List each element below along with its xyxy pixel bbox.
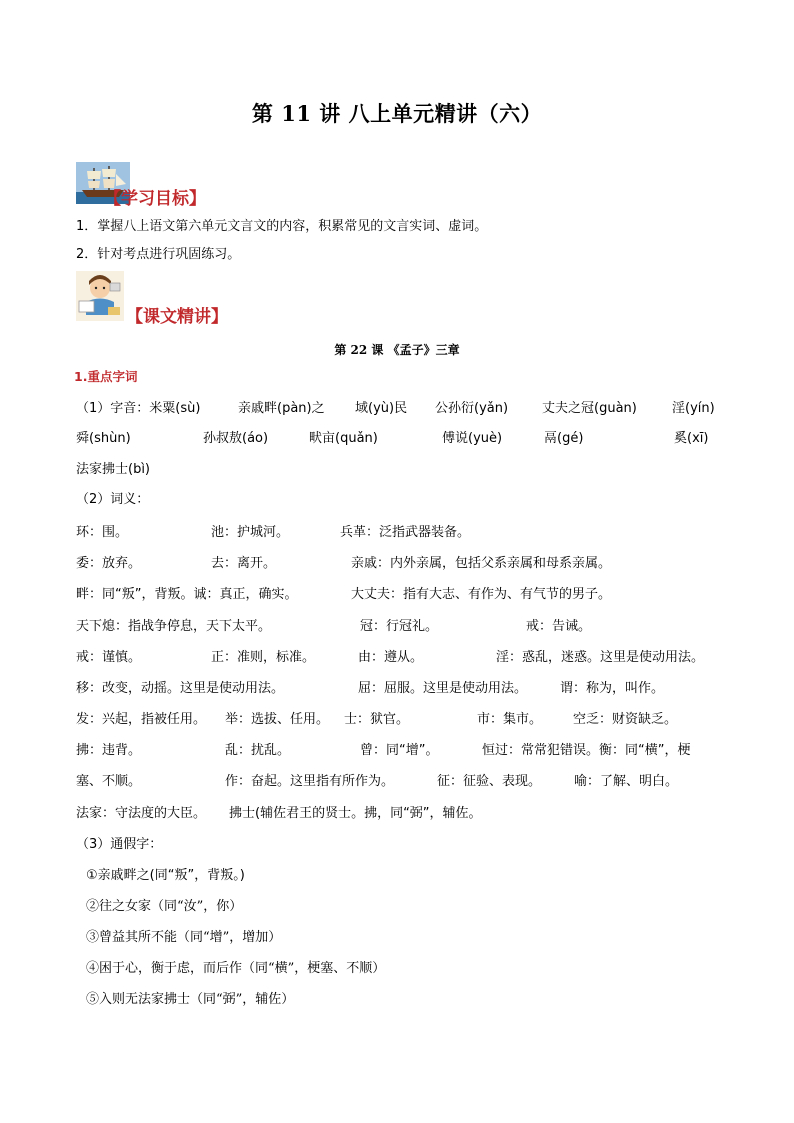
vocab-item: 喻：了解、明白。 [574,774,679,789]
vocab-row [0,680,794,698]
tongjia-row [0,960,794,978]
student-reading-image [76,271,124,321]
goal-item-2: 2．针对考点进行巩固练习。 [76,247,241,262]
goals-heading: 【学习目标】 [104,189,206,209]
lesson-heading: 【课文精讲】 [126,307,228,327]
tongjia-row [0,898,794,916]
lesson-title: 第 22 课 《孟子》三章 [334,343,460,357]
vocab-item: 冠：行冠礼。 [360,619,439,634]
pronunciation-item: 域(yù)民 [355,401,408,416]
vocab-item: 空乏：财资缺乏。 [573,712,678,727]
vocab-item: 法家：守法度的大臣。 [76,806,207,821]
tongjia-heading-row [0,836,794,854]
pronunciation-item: 鬲(gé) [544,431,584,446]
vocab-row [0,555,794,573]
tongjia-row [0,929,794,947]
vocab-item: 畔：同“叛”，背叛。诚：真正，确实。 [76,587,298,602]
vocab-row [0,805,794,823]
vocab-item: 戒：谨慎。 [76,650,142,665]
vocab-item: 拂：违背。 [76,743,142,758]
pronunciation-row [0,400,794,418]
page-title: 第 11 讲 八上单元精讲（六） [251,101,543,126]
vocab-item: 大丈夫：指有大志、有作为、有气节的男子。 [351,587,612,602]
vocab-item: 亲戚：内外亲属，包括父系亲属和母系亲属。 [351,556,612,571]
vocab-item: 乱：扰乱。 [225,743,291,758]
vocab-row [0,618,794,636]
vocab-row [0,742,794,760]
pronunciation-item: （1）字音：米粟(sù) [76,401,201,416]
vocab-row [0,524,794,542]
vocab-item: 举：选拔、任用。 [225,712,330,727]
vocab-item: 委：放弃。 [76,556,142,571]
pronunciation-item: 丈夫之冠(guàn) [542,401,637,416]
tongjia-item: ①亲戚畔之(同“叛”，背叛。) [86,868,245,883]
pronunciation-item: 畎亩(quǎn) [309,431,378,446]
vocab-row [0,586,794,604]
vocab-item: 屈：屈服。这里是使动用法。 [358,681,528,696]
vocab-item: 作：奋起。这里指有所作为。 [225,774,395,789]
pronunciation-row [0,461,794,479]
tongjia-row [0,867,794,885]
vocab-item: 移：改变，动摇。这里是使动用法。 [76,681,285,696]
vocab-item: 戒：告诫。 [526,619,592,634]
tongjia-item: ④困于心，衡于虑，而后作（同“横”，梗塞、不顺） [86,961,386,976]
vocab-item: 淫：惑乱，迷惑。这里是使动用法。 [496,650,705,665]
vocab-item: 征：征验、表现。 [437,774,542,789]
vocab-item: 恒过：常常犯错误。衡：同“横”，梗 [482,743,691,758]
vocab-item: 兵革：泛指武器装备。 [340,525,471,540]
vocab-item: 天下熄：指战争停息，天下太平。 [76,619,272,634]
vocab-item: 士：狱官。 [344,712,410,727]
vocab-item: 正：准则，标准。 [211,650,316,665]
tongjia-item: ⑤入则无法家拂士（同“弼”，辅佐） [86,992,295,1007]
pronunciation-item: 舜(shùn) [76,431,131,446]
pronunciation-item: 公孙衍(yǎn) [435,401,509,416]
vocab-row [0,711,794,729]
vocab-item: 去：离开。 [211,556,277,571]
pronunciation-item: 奚(xī) [674,431,709,446]
key-words-subhead: 1.重点字词 [74,369,138,384]
pronunciation-item: 傅说(yuè) [442,431,503,446]
vocab-item: 谓：称为，叫作。 [560,681,665,696]
vocab-item: 发：兴起，指被任用。 [76,712,207,727]
vocab-heading-row [0,491,794,509]
vocab-row [0,773,794,791]
pronunciation-item: 淫(yín) [672,401,715,416]
pronunciation-item: 孙叔敖(áo) [203,431,269,446]
vocab-item: 由：遵从。 [358,650,424,665]
vocab-item: 池：护城河。 [211,525,290,540]
tongjia-item: ②往之女家（同“汝”，你） [86,899,243,914]
vocab-item: 环：围。 [76,525,129,540]
pronunciation-item: 亲戚畔(pàn)之 [238,401,325,416]
tongjia-row [0,991,794,1009]
vocab-item: 拂士(辅佐君王的贤士。拂，同“弼”，辅佐。 [229,806,482,821]
vocab-item: 塞、不顺。 [76,774,142,789]
tongjia-item: ③曾益其所不能（同“增”，增加） [86,930,282,945]
goal-item-1: 1．掌握八上语文第六单元文言文的内容，积累常见的文言实词、虚词。 [76,219,488,234]
vocab-item: 曾：同“增”。 [360,743,439,758]
vocab-row [0,649,794,667]
tongjia-heading: （3）通假字： [76,837,163,852]
vocab-item: 市：集市。 [477,712,543,727]
pronunciation-item: 法家拂士(bì) [76,462,151,477]
vocab-heading: （2）词义： [76,492,150,507]
pronunciation-row [0,430,794,448]
